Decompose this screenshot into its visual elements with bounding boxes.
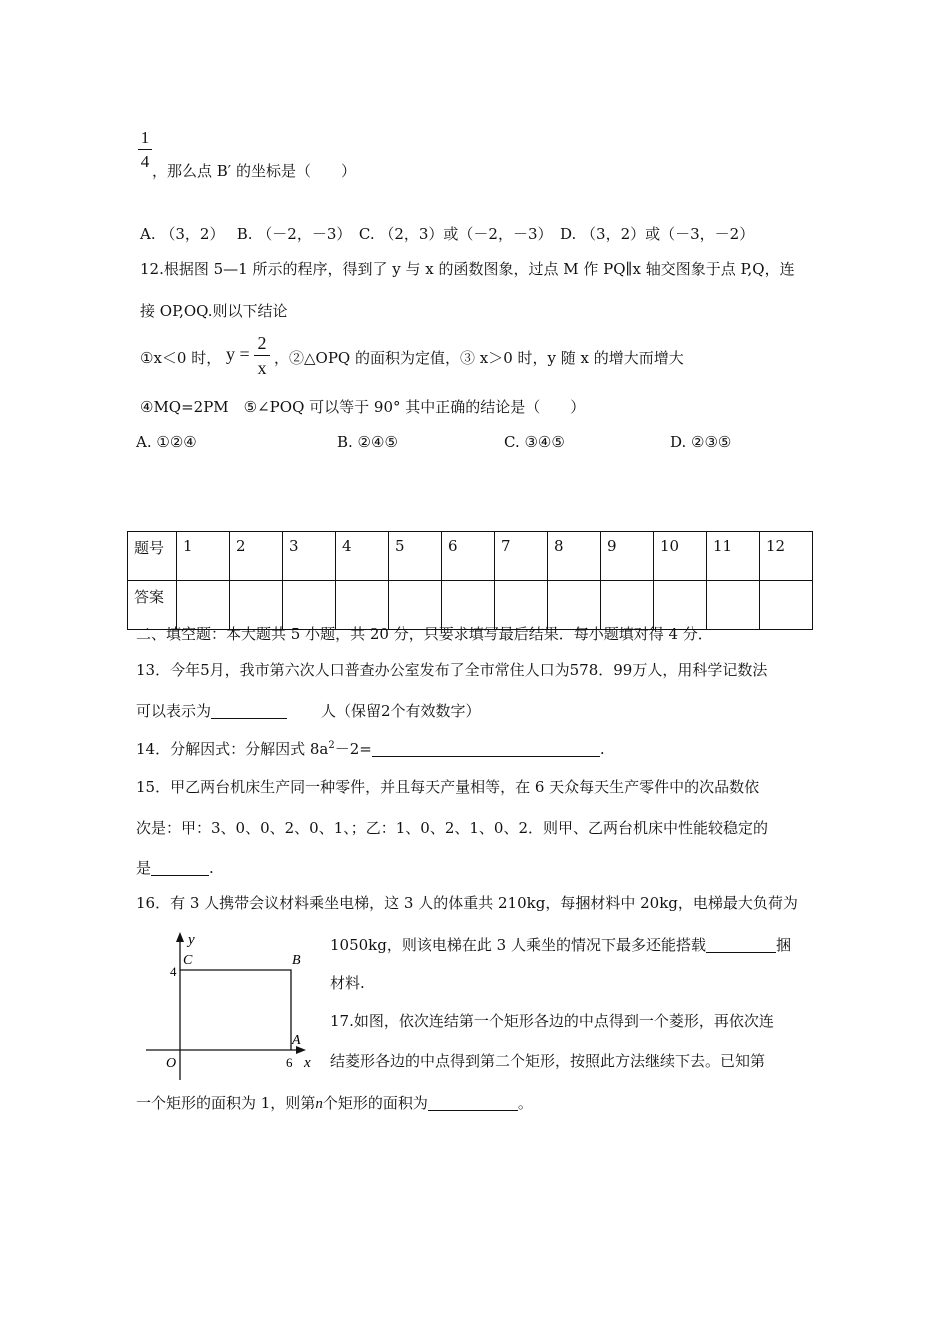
- fraction-two-over-x: [254, 334, 270, 377]
- table-cell-number: 9: [601, 532, 654, 581]
- q17-text-a: 一个矩形的面积为 1，则第: [136, 1094, 316, 1112]
- label-x: x: [304, 1055, 311, 1071]
- label-tick-6: 6: [286, 1055, 293, 1070]
- q16-line-2: [330, 934, 791, 955]
- label-c: C: [183, 953, 193, 968]
- q13-text-a: 可以表示为: [136, 702, 212, 720]
- q17-line-2: 结菱形各边的中点得到第二个矩形，按照此方法继续下去。已知第: [330, 1052, 766, 1070]
- q12-option-d: D. ②③⑤: [670, 433, 732, 451]
- q16-line-3: 材料.: [330, 974, 365, 992]
- table-cell-number: 5: [389, 532, 442, 581]
- label-b: B: [292, 953, 301, 968]
- label-a: A: [292, 1033, 301, 1048]
- label-tick-4: 4: [170, 964, 177, 979]
- q15-text: 是: [136, 859, 152, 877]
- q11-options: A. （3，2） B. （－2，－3） C. （2，3）或（－2，－3） D. （3，2）或（－3，－2）: [140, 225, 755, 243]
- q15-line-1: 15．甲乙两台机床生产同一种零件，并且每天产量相等，在 6 天众每天生产零件中的次品数依: [136, 778, 760, 796]
- answer-table: [127, 531, 813, 630]
- q12-option-c: C. ③④⑤: [504, 433, 565, 451]
- fraction-bar: [138, 149, 152, 150]
- answer-cell[interactable]: [760, 581, 813, 630]
- q14-text-a: 14．分解因式：分解因式 8a: [136, 740, 329, 758]
- q12-option-b: B. ②④⑤: [337, 433, 398, 451]
- x-axis: [146, 1046, 306, 1054]
- label-origin: O: [166, 1056, 177, 1071]
- rectangle-coordinate-figure: [140, 928, 320, 1088]
- table-cell-number: 10: [654, 532, 707, 581]
- q17-text-b: 个矩形的面积为: [322, 1094, 428, 1112]
- answer-blank[interactable]: [211, 703, 287, 719]
- table-cell-number: 11: [707, 532, 760, 581]
- fraction-numerator: 2: [257, 333, 267, 353]
- q16-line-1: 16．有 3 人携带会议材料乘坐电梯，这 3 人的体重共 210kg，每捆材料中 20kg，电梯最大负荷为: [136, 894, 798, 912]
- q17-line-1: 17.如图，依次连结第一个矩形各边的中点得到一个菱形，再依次连: [330, 1012, 774, 1030]
- q17-end: 。: [517, 1094, 533, 1112]
- rectangle-oabc: [180, 970, 291, 1050]
- table-cell-number: 2: [230, 532, 283, 581]
- section-2-heading: 二、填空题：本大题共 5 小题，共 20 分，只要求填写最后结果．每小题填对得 4 分．: [136, 625, 713, 643]
- fraction-numerator: 1: [140, 128, 150, 147]
- q16-text-b: 捆: [775, 936, 791, 954]
- q13-line-1: 13．今年5月，我市第六次人口普查办公室发布了全市常住人口为578．99万人，用科学记数法: [136, 661, 768, 679]
- q12-line-3b: ，②△OPQ 的面积为定值，③ x＞0 时，y 随 x 的增大而增大: [274, 349, 684, 367]
- table-cell-number: 4: [336, 532, 389, 581]
- fraction-one-quarter: [138, 129, 152, 170]
- table-cell-number: 7: [495, 532, 548, 581]
- answer-blank[interactable]: [428, 1095, 518, 1111]
- table-cell-number: 6: [442, 532, 495, 581]
- q11-tail-text: ，那么点 B′ 的坐标是（ ）: [152, 162, 356, 180]
- answer-cell[interactable]: [707, 581, 760, 630]
- answer-blank[interactable]: [372, 741, 600, 757]
- q12-line-3a: ①x＜0 时，: [140, 349, 222, 367]
- table-row-numbers: [128, 532, 813, 581]
- q17-n-variable: n: [315, 1096, 323, 1112]
- q12-line-4: ④MQ=2PM ⑤∠POQ 可以等于 90° 其中正确的结论是（ ）: [140, 398, 586, 416]
- table-cell-number: 3: [283, 532, 336, 581]
- fraction-denominator: 4: [140, 152, 150, 171]
- fraction-denominator: x: [257, 358, 267, 378]
- q16-text-a: 1050kg，则该电梯在此 3 人乘坐的情况下最多还能搭载: [330, 936, 706, 954]
- table-header-answer: 答案: [128, 581, 177, 630]
- q15-line-3: [136, 857, 214, 878]
- q12-option-a: A. ①②④: [136, 433, 197, 451]
- q17-line-3: [136, 1092, 533, 1113]
- answer-blank[interactable]: [706, 937, 776, 953]
- q12-line-2: 接 OP,OQ.则以下结论: [140, 302, 288, 320]
- table-cell-number: 1: [177, 532, 230, 581]
- q14-end: .: [599, 740, 605, 758]
- q15-line-2: 次是：甲：3、0、0、2、0、1、；乙：1、0、2、1、0、2．则甲、乙两台机床中性能较稳定的: [136, 819, 769, 837]
- label-y: y: [188, 932, 195, 948]
- q15-end: .: [209, 859, 214, 877]
- q14-text-b: －2=: [334, 740, 372, 758]
- table-header-number: 题号: [128, 532, 177, 581]
- q13-text-b: 人（保留2个有效数字）: [321, 702, 481, 720]
- table-cell-number: 8: [548, 532, 601, 581]
- q14-line: [136, 738, 605, 759]
- table-cell-number: 12: [760, 532, 813, 581]
- answer-blank[interactable]: [151, 860, 209, 876]
- q12-equation-lhs: y =: [226, 344, 250, 364]
- q13-line-2: [136, 700, 481, 721]
- fraction-bar: [254, 355, 270, 356]
- q12-line-1: 12.根据图 5—1 所示的程序，得到了 y 与 x 的函数图象，过点 M 作 PQ∥x 轴交图象于点 P,Q，连: [140, 260, 795, 278]
- q14-superscript: 2: [328, 740, 335, 751]
